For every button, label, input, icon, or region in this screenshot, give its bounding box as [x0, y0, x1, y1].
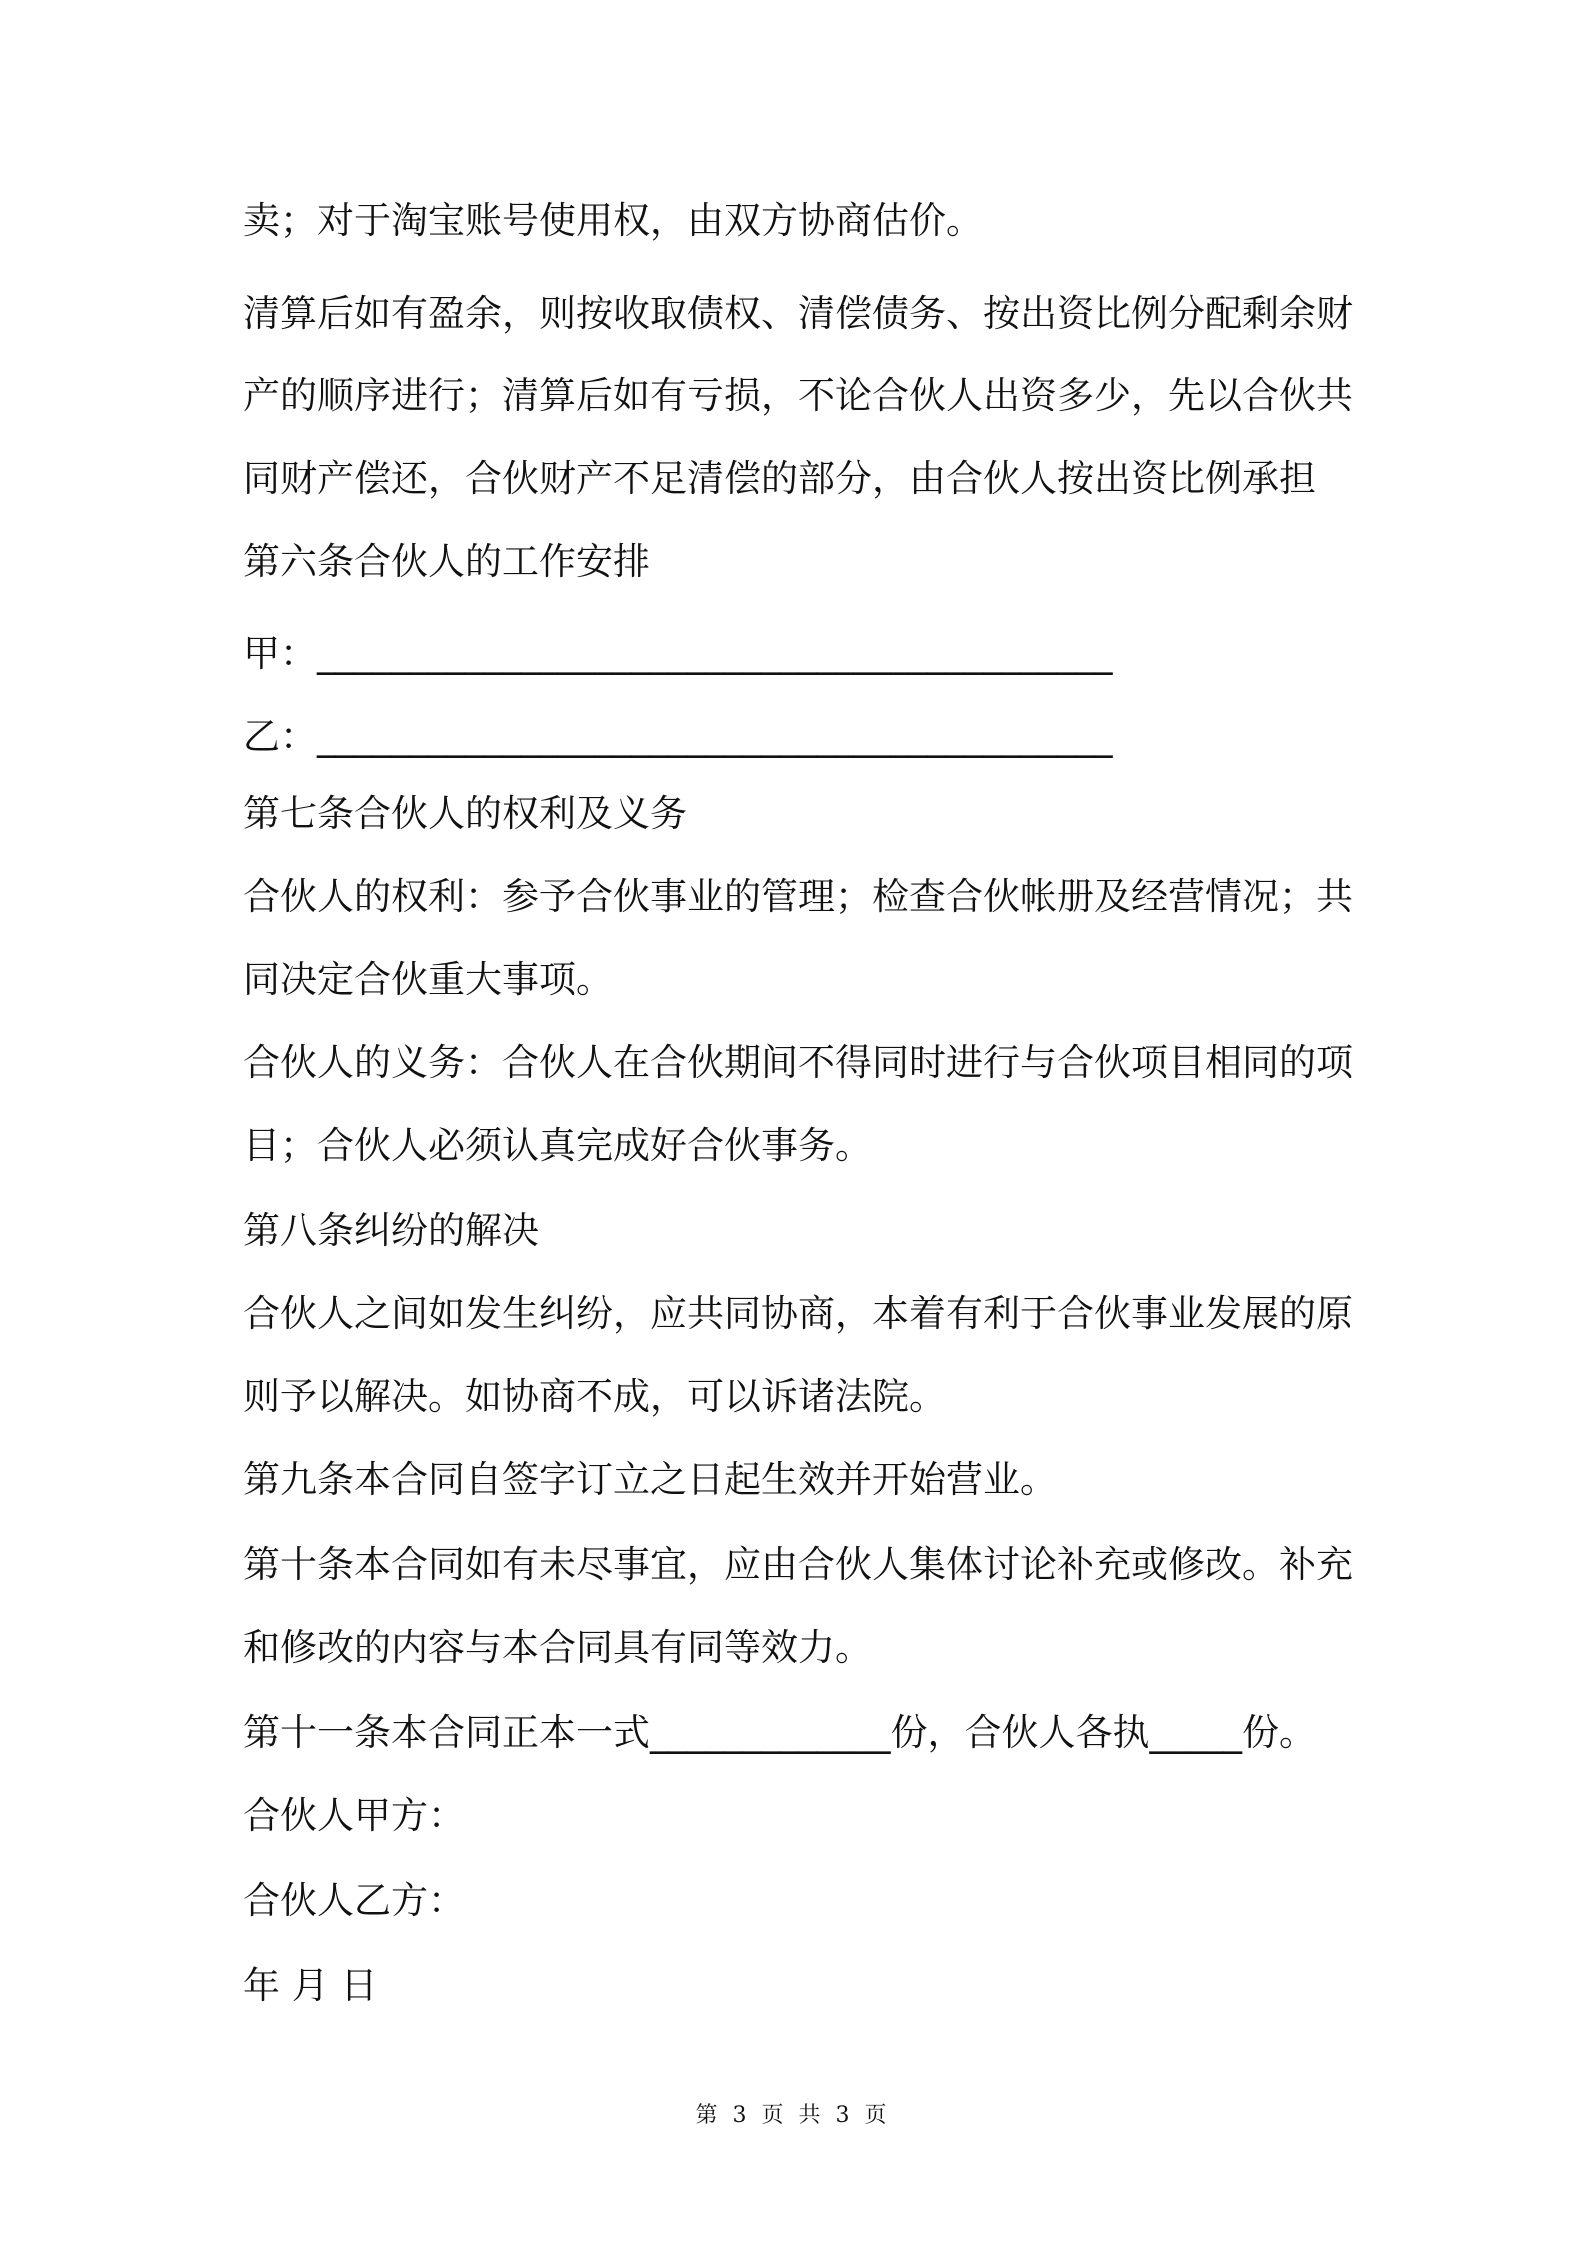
text-line: 合伙人的义务：合伙人在合伙期间不得同时进行与合伙项目相同的项 — [243, 1041, 1353, 1084]
text-line: 合伙人之间如发生纠纷，应共同协商，本着有利于合伙事业发展的原 — [243, 1292, 1353, 1335]
signature-label: 合伙人甲方： — [243, 1794, 465, 1837]
section-heading: 第十一条本合同正本一式_____________份，合伙人各执_____份。 — [243, 1711, 1316, 1754]
section-heading: 第九条本合同自签字订立之日起生效并开始营业。 — [243, 1458, 1057, 1501]
section-heading: 第七条合伙人的权利及义务 — [243, 792, 687, 835]
section-heading: 第六条合伙人的工作安排 — [243, 540, 650, 583]
fill-in-line: 乙：___________________________________________ — [243, 715, 1113, 758]
text-line: 目；合伙人必须认真完成好合伙事务。 — [243, 1124, 872, 1167]
date-line: 年 月 日 — [243, 1964, 378, 2007]
text-line: 则予以解决。如协商不成，可以诉诸法院。 — [243, 1375, 946, 1418]
fill-in-line: 甲：___________________________________________ — [243, 632, 1113, 675]
text-line: 清算后如有盈余，则按收取债权、清偿债务、按出资比例分配剩余财 — [243, 292, 1353, 335]
section-heading: 第十条本合同如有未尽事宜，应由合伙人集体讨论补充或修改。补充 — [243, 1543, 1353, 1586]
text-line: 合伙人的权利：参予合伙事业的管理；检查合伙帐册及经营情况；共 — [243, 875, 1353, 918]
signature-label: 合伙人乙方： — [243, 1879, 465, 1922]
text-line: 同财产偿还，合伙财产不足清偿的部分，由合伙人按出资比例承担 — [243, 457, 1316, 500]
section-heading: 第八条纠纷的解决 — [243, 1209, 539, 1252]
page-number: 第 3 页 共 3 页 — [695, 2103, 891, 2128]
text-line: 卖；对于淘宝账号使用权，由双方协商估价。 — [243, 199, 983, 242]
text-line: 和修改的内容与本合同具有同等效力。 — [243, 1626, 872, 1669]
text-line: 同决定合伙重大事项。 — [243, 958, 613, 1001]
text-line: 产的顺序进行；清算后如有亏损，不论合伙人出资多少，先以合伙共 — [243, 374, 1353, 417]
